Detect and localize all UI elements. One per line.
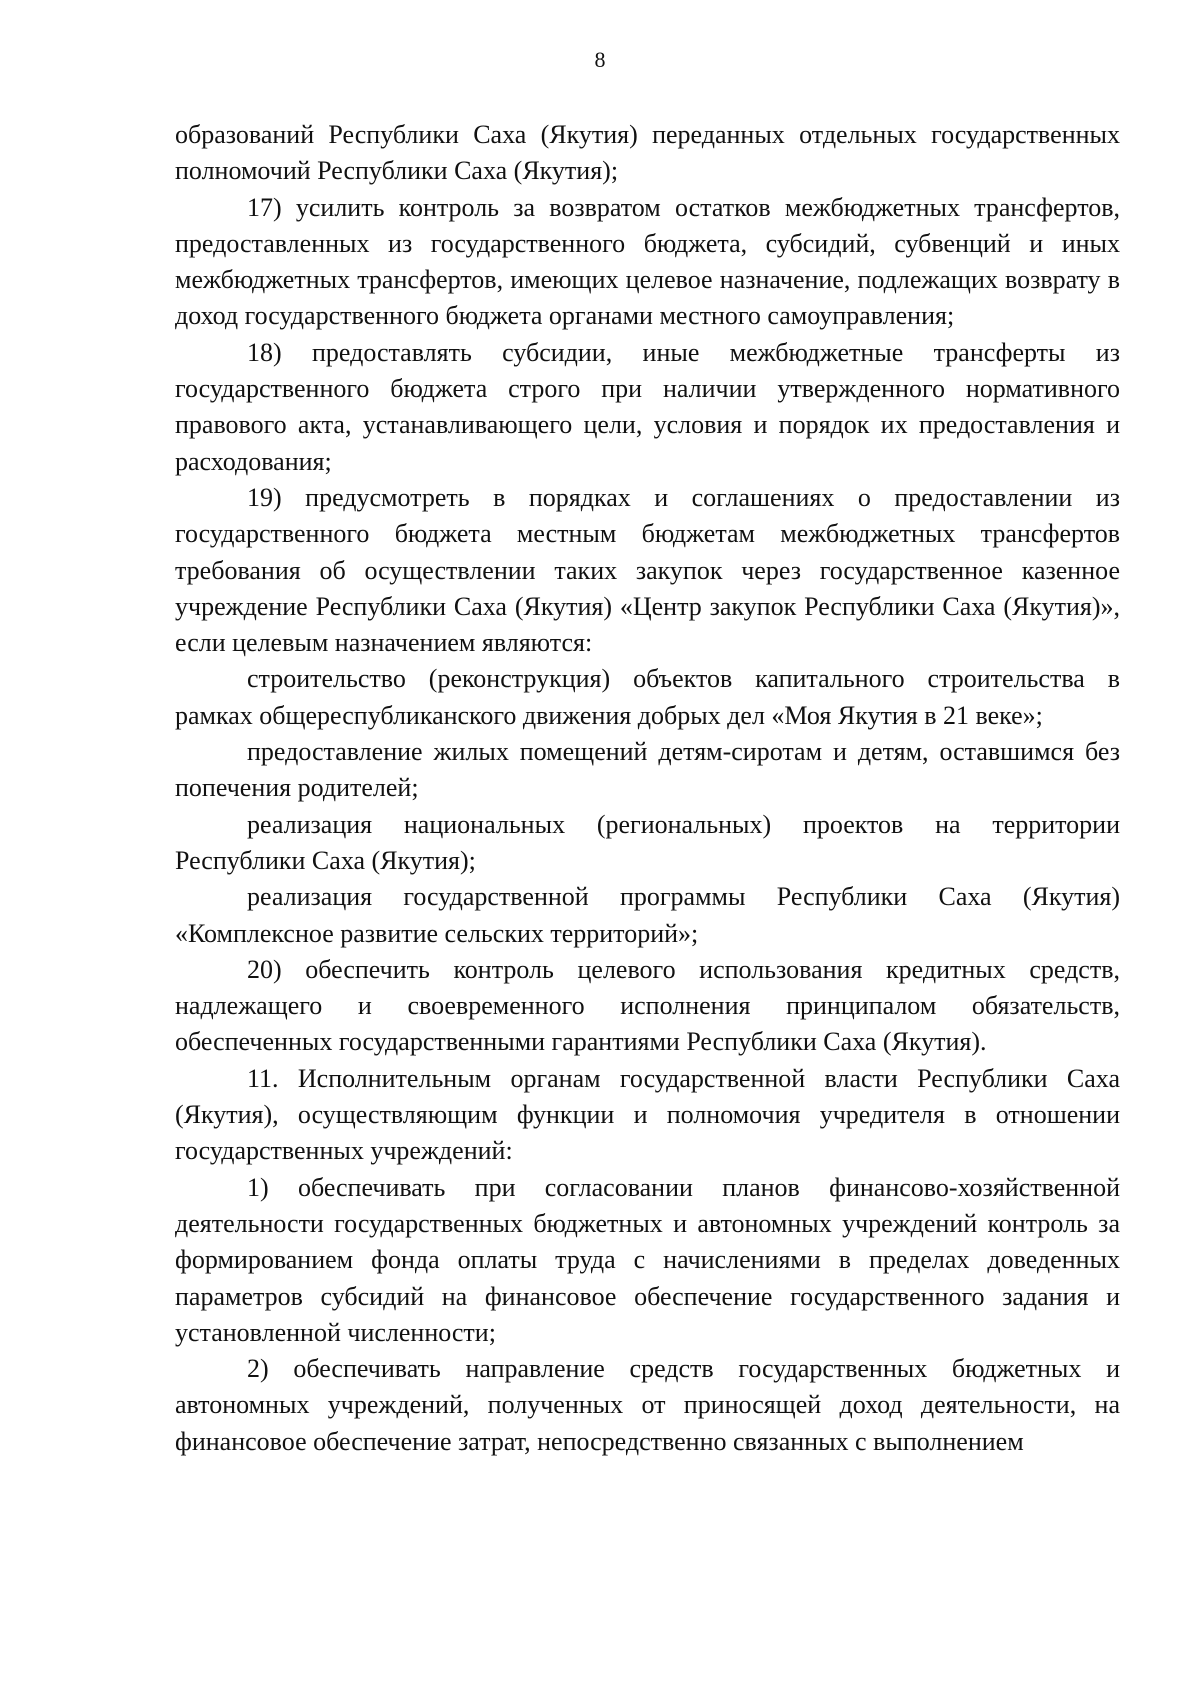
document-body (175, 117, 1120, 1460)
paragraph-subitem-housing: предоставление жилых помещений детям-сиротам и детям, оставшимся без попечения родителей; (175, 737, 1120, 803)
page-number: 8 (594, 47, 606, 72)
paragraph-subitem-national-projects: реализация национальных (региональных) проектов на территории Республики Саха (Якутия); (175, 809, 1120, 875)
paragraph-subitem-construction: строительство (реконструкция) объектов капитального строительства в рамках общереспубликанского движения добрых дел «Моя Якутия в 21 веке»; (175, 664, 1120, 730)
paragraph-section-11-item-2: 2) обеспечивать направление средств государственных бюджетных и автономных учреждений, полученных от приносящей доход деятельности, на финансовое обеспечение затрат, непосредственно связанных с выполнением (175, 1354, 1120, 1456)
paragraph-item-18: 18) предоставлять субсидии, иные межбюджетные трансферты из государственного бюджета строго при наличии утвержденного нормативного правового акта, устанавливающего цели, условия и порядок их предоставления и расходования; (175, 337, 1120, 476)
paragraph-item-20: 20) обеспечить контроль целевого использования кредитных средств, надлежащего и своевременного исполнения принципалом обязательств, обеспеченных государственными гарантиями Республики Саха (Якутия). (175, 954, 1120, 1057)
paragraph-subitem-state-program: реализация государственной программы Республики Саха (Якутия) «Комплексное развитие сельских территорий»; (175, 882, 1120, 948)
paragraph-continuation: образований Республики Саха (Якутия) переданных отдельных государственных полномочий Республики Саха (Якутия); (175, 120, 1120, 186)
paragraph-item-17: 17) усилить контроль за возвратом остатков межбюджетных трансфертов, предоставленных из государственного бюджета, субсидий, субвенций и иных межбюджетных трансфертов, имеющих целевое назначение, подлежащих возврату в доход государственного бюджета органами местного самоуправления; (175, 192, 1120, 331)
paragraph-section-11: 11. Исполнительным органам государственной власти Республики Саха (Якутия), осуществляющим функции и полномочия учредителя в отношении государственных учреждений: (175, 1063, 1120, 1166)
paragraph-section-11-item-1: 1) обеспечивать при согласовании планов финансово-хозяйственной деятельности государственных бюджетных и автономных учреждений контроль за формированием фонда оплаты труда с начислениями в пределах доведенных параметров субсидий на финансовое обеспечение государственного задания и установленной численности; (175, 1172, 1120, 1347)
paragraph-item-19: 19) предусмотреть в порядках и соглашениях о предоставлении из государственного бюджета местным бюджетам межбюджетных трансфертов требования об осуществлении таких закупок через государственное казенное учреждение Республики Саха (Якутия) «Центр закупок Республики Саха (Якутия)», если целевым назначением являются: (175, 482, 1120, 658)
